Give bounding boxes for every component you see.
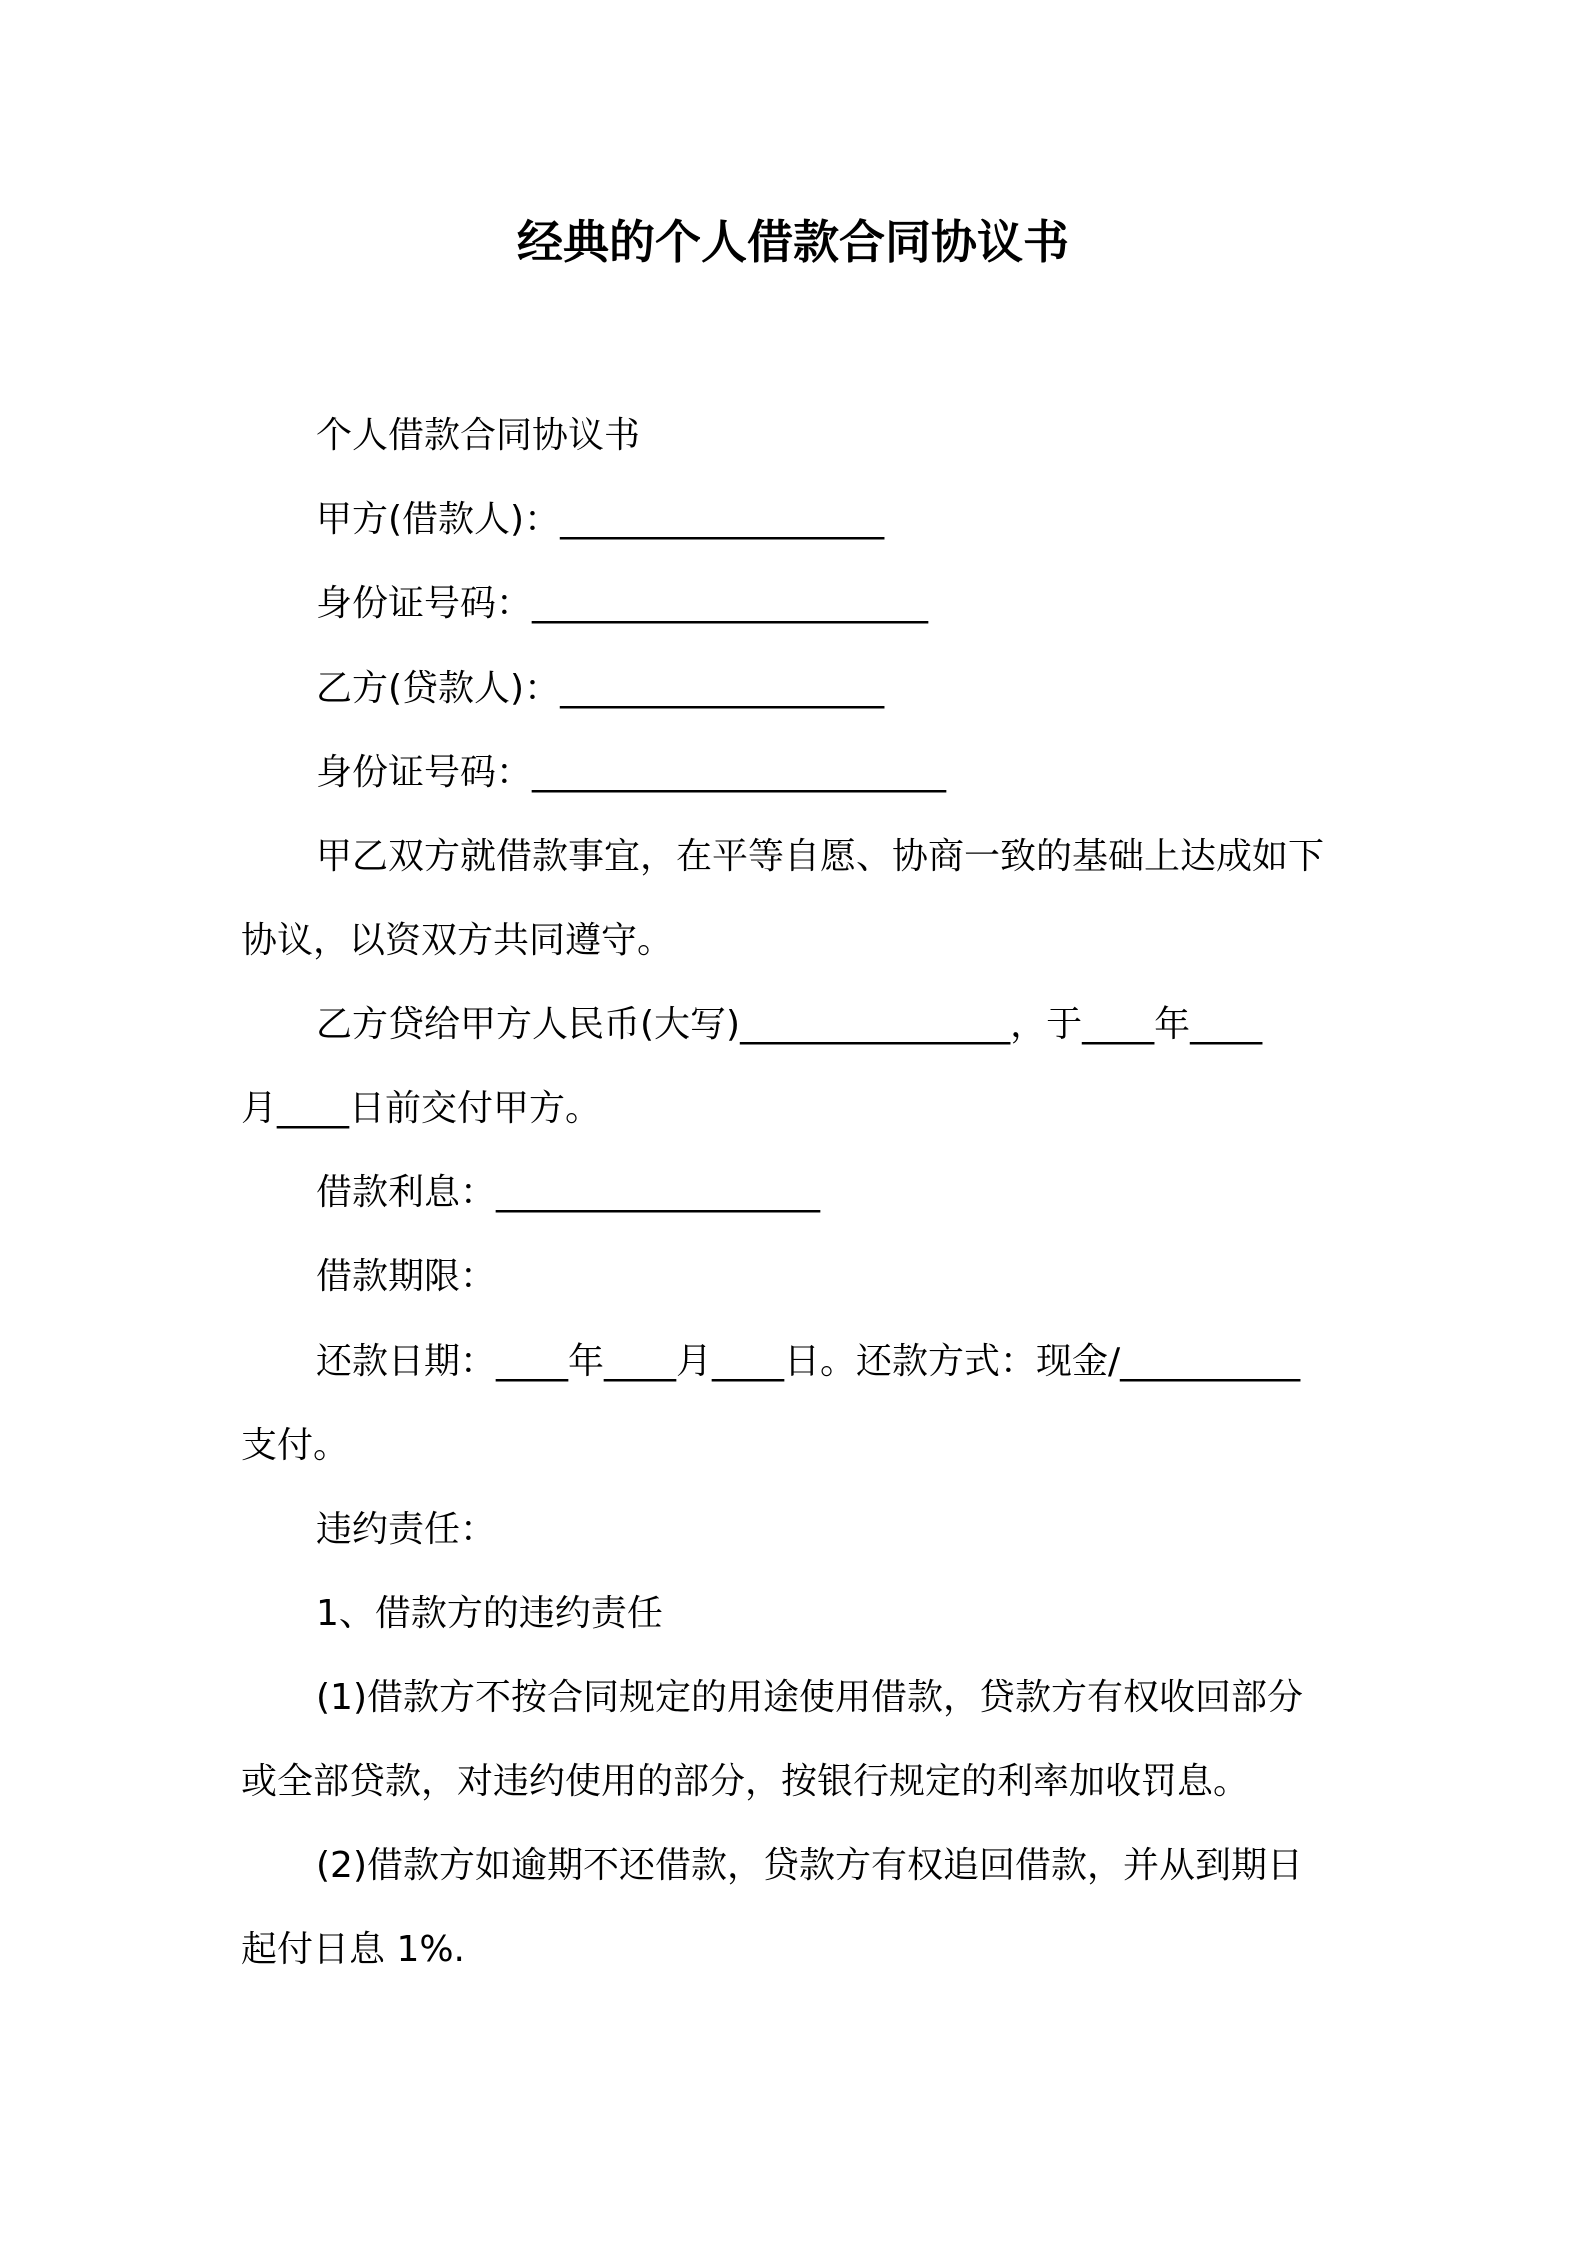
party-a-field: 甲方(借款人)：__________________ [316,499,885,540]
clause-1-line-1: (1)借款方不按合同规定的用途使用借款，贷款方有权收回部分 [316,1677,1303,1718]
clause-1-line-2: 或全部贷款，对违约使用的部分，按银行规定的利率加收罚息。 [241,1761,1250,1802]
agreement-intro-line-1: 甲乙双方就借款事宜，在平等自愿、协商一致的基础上达成如下 [316,836,1325,877]
borrower-liability-heading: 1、借款方的违约责任 [316,1593,663,1634]
loan-interest-field: 借款利息：__________________ [316,1172,821,1213]
party-b-id-field: 身份证号码：_______________________ [316,752,947,793]
agreement-intro-line-2: 协议，以资双方共同遵守。 [241,920,674,961]
document-title: 经典的个人借款合同协议书 [517,215,1069,269]
liability-heading: 违约责任： [316,1509,497,1550]
loan-amount-line-2: 月____日前交付甲方。 [241,1088,602,1129]
document-subtitle: 个人借款合同协议书 [316,415,641,456]
repayment-line-2: 支付。 [241,1425,350,1466]
loan-amount-line-1: 乙方贷给甲方人民币(大写)_______________，于____年____ [316,1004,1263,1045]
clause-2-line-2: 起付日息 1%. [241,1929,465,1970]
repayment-line-1: 还款日期：____年____月____日。还款方式：现金/__________ [316,1341,1301,1382]
clause-2-line-1: (2)借款方如逾期不还借款，贷款方有权追回借款，并从到期日 [316,1845,1303,1886]
party-b-field: 乙方(贷款人)：__________________ [316,668,885,709]
party-a-id-field: 身份证号码：______________________ [316,583,929,624]
loan-term-field: 借款期限： [316,1256,497,1297]
